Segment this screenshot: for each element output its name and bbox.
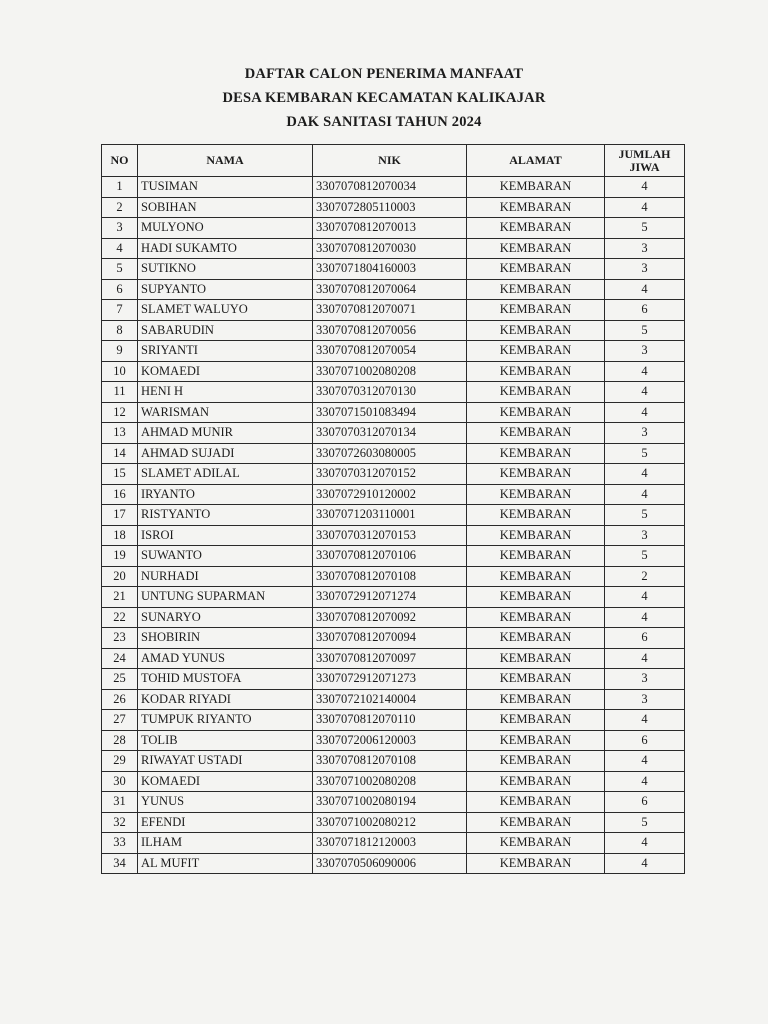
- column-header-no: NO: [102, 145, 138, 177]
- cell-nik: 3307070312070153: [313, 525, 467, 546]
- document-subtitle-village: DESA KEMBARAN KECAMATAN KALIKAJAR: [222, 90, 546, 106]
- cell-no: 24: [102, 648, 138, 669]
- cell-alamat: KEMBARAN: [467, 238, 605, 259]
- cell-alamat: KEMBARAN: [467, 730, 605, 751]
- cell-no: 9: [102, 341, 138, 362]
- cell-nama: SLAMET WALUYO: [138, 300, 313, 321]
- table-row: [102, 177, 685, 198]
- cell-nama: TOHID MUSTOFA: [138, 669, 313, 690]
- cell-nik: 3307072006120003: [313, 730, 467, 751]
- table-row: [102, 648, 685, 669]
- cell-jumlah-jiwa: 4: [605, 587, 685, 608]
- cell-alamat: KEMBARAN: [467, 505, 605, 526]
- cell-jumlah-jiwa: 4: [605, 279, 685, 300]
- cell-no: 15: [102, 464, 138, 485]
- cell-nama: HADI SUKAMTO: [138, 238, 313, 259]
- cell-nama: SOBIHAN: [138, 197, 313, 218]
- document-subtitle-program: DAK SANITASI TAHUN 2024: [286, 114, 482, 130]
- cell-nama: SABARUDIN: [138, 320, 313, 341]
- cell-nama: SUPYANTO: [138, 279, 313, 300]
- cell-no: 26: [102, 689, 138, 710]
- cell-jumlah-jiwa: 4: [605, 751, 685, 772]
- cell-alamat: KEMBARAN: [467, 259, 605, 280]
- cell-nik: 3307072910120002: [313, 484, 467, 505]
- cell-no: 11: [102, 382, 138, 403]
- cell-jumlah-jiwa: 5: [605, 812, 685, 833]
- cell-jumlah-jiwa: 3: [605, 423, 685, 444]
- cell-nama: YUNUS: [138, 792, 313, 813]
- cell-nama: ILHAM: [138, 833, 313, 854]
- cell-alamat: KEMBARAN: [467, 833, 605, 854]
- cell-nik: 3307072102140004: [313, 689, 467, 710]
- cell-nik: 3307071501083494: [313, 402, 467, 423]
- cell-no: 5: [102, 259, 138, 280]
- cell-nama: NURHADI: [138, 566, 313, 587]
- cell-no: 2: [102, 197, 138, 218]
- cell-nik: 3307071002080208: [313, 361, 467, 382]
- table-row: [102, 566, 685, 587]
- table-row: [102, 833, 685, 854]
- table-row: [102, 546, 685, 567]
- cell-nama: TUMPUK RIYANTO: [138, 710, 313, 731]
- cell-no: 22: [102, 607, 138, 628]
- cell-nik: 3307072912071274: [313, 587, 467, 608]
- cell-no: 3: [102, 218, 138, 239]
- cell-alamat: KEMBARAN: [467, 177, 605, 198]
- cell-no: 8: [102, 320, 138, 341]
- cell-jumlah-jiwa: 4: [605, 853, 685, 874]
- table-row: [102, 730, 685, 751]
- cell-jumlah-jiwa: 3: [605, 238, 685, 259]
- cell-alamat: KEMBARAN: [467, 423, 605, 444]
- beneficiary-table: [101, 144, 685, 874]
- cell-jumlah-jiwa: 6: [605, 300, 685, 321]
- cell-nama: AMAD YUNUS: [138, 648, 313, 669]
- cell-nama: SUNARYO: [138, 607, 313, 628]
- cell-alamat: KEMBARAN: [467, 648, 605, 669]
- table-row: [102, 197, 685, 218]
- cell-alamat: KEMBARAN: [467, 197, 605, 218]
- cell-jumlah-jiwa: 4: [605, 648, 685, 669]
- cell-nama: RIWAYAT USTADI: [138, 751, 313, 772]
- cell-no: 18: [102, 525, 138, 546]
- cell-jumlah-jiwa: 3: [605, 669, 685, 690]
- cell-no: 23: [102, 628, 138, 649]
- cell-nama: TOLIB: [138, 730, 313, 751]
- cell-nama: UNTUNG SUPARMAN: [138, 587, 313, 608]
- cell-nik: 3307070812070108: [313, 751, 467, 772]
- cell-nama: SRIYANTI: [138, 341, 313, 362]
- cell-nik: 3307071002080194: [313, 792, 467, 813]
- table-row: [102, 669, 685, 690]
- table-row: [102, 300, 685, 321]
- table-row: [102, 505, 685, 526]
- cell-no: 32: [102, 812, 138, 833]
- cell-jumlah-jiwa: 4: [605, 197, 685, 218]
- cell-jumlah-jiwa: 5: [605, 443, 685, 464]
- cell-no: 27: [102, 710, 138, 731]
- cell-no: 28: [102, 730, 138, 751]
- cell-no: 30: [102, 771, 138, 792]
- cell-no: 10: [102, 361, 138, 382]
- table-row: [102, 361, 685, 382]
- cell-nama: EFENDI: [138, 812, 313, 833]
- cell-alamat: KEMBARAN: [467, 341, 605, 362]
- cell-alamat: KEMBARAN: [467, 361, 605, 382]
- cell-jumlah-jiwa: 4: [605, 464, 685, 485]
- table-row: [102, 279, 685, 300]
- cell-jumlah-jiwa: 4: [605, 361, 685, 382]
- cell-nama: KOMAEDI: [138, 361, 313, 382]
- cell-no: 16: [102, 484, 138, 505]
- table-row: [102, 464, 685, 485]
- cell-alamat: KEMBARAN: [467, 464, 605, 485]
- cell-nama: ISROI: [138, 525, 313, 546]
- cell-jumlah-jiwa: 5: [605, 320, 685, 341]
- cell-jumlah-jiwa: 6: [605, 730, 685, 751]
- cell-nik: 3307071203110001: [313, 505, 467, 526]
- table-row: [102, 484, 685, 505]
- table-row: [102, 628, 685, 649]
- cell-jumlah-jiwa: 4: [605, 382, 685, 403]
- cell-jumlah-jiwa: 4: [605, 484, 685, 505]
- cell-alamat: KEMBARAN: [467, 300, 605, 321]
- cell-nama: AL MUFIT: [138, 853, 313, 874]
- cell-nik: 3307070812070054: [313, 341, 467, 362]
- cell-alamat: KEMBARAN: [467, 607, 605, 628]
- cell-alamat: KEMBARAN: [467, 812, 605, 833]
- cell-jumlah-jiwa: 4: [605, 833, 685, 854]
- cell-nama: IRYANTO: [138, 484, 313, 505]
- cell-no: 21: [102, 587, 138, 608]
- table-row: [102, 423, 685, 444]
- table-row: [102, 853, 685, 874]
- column-header-nama: NAMA: [138, 145, 313, 177]
- cell-jumlah-jiwa: 3: [605, 259, 685, 280]
- cell-nama: WARISMAN: [138, 402, 313, 423]
- table-row: [102, 320, 685, 341]
- table-row: [102, 525, 685, 546]
- cell-alamat: KEMBARAN: [467, 853, 605, 874]
- cell-no: 31: [102, 792, 138, 813]
- table-row: [102, 771, 685, 792]
- cell-nama: RISTYANTO: [138, 505, 313, 526]
- cell-alamat: KEMBARAN: [467, 279, 605, 300]
- cell-jumlah-jiwa: 6: [605, 792, 685, 813]
- cell-nik: 3307070812070106: [313, 546, 467, 567]
- cell-nik: 3307070812070110: [313, 710, 467, 731]
- cell-nik: 3307072603080005: [313, 443, 467, 464]
- cell-alamat: KEMBARAN: [467, 546, 605, 567]
- cell-nama: SHOBIRIN: [138, 628, 313, 649]
- cell-nik: 3307070312070130: [313, 382, 467, 403]
- cell-no: 4: [102, 238, 138, 259]
- cell-no: 14: [102, 443, 138, 464]
- cell-no: 19: [102, 546, 138, 567]
- cell-jumlah-jiwa: 3: [605, 341, 685, 362]
- column-header-jumlah-jiwa: JUMLAH JIWA: [605, 145, 685, 177]
- cell-alamat: KEMBARAN: [467, 628, 605, 649]
- cell-nama: HENI H: [138, 382, 313, 403]
- cell-jumlah-jiwa: 3: [605, 689, 685, 710]
- cell-nik: 3307070812070092: [313, 607, 467, 628]
- cell-alamat: KEMBARAN: [467, 669, 605, 690]
- cell-nik: 3307071812120003: [313, 833, 467, 854]
- column-header-alamat: ALAMAT: [467, 145, 605, 177]
- cell-nik: 3307070812070056: [313, 320, 467, 341]
- table-row: [102, 587, 685, 608]
- cell-nik: 3307070812070030: [313, 238, 467, 259]
- table-row: [102, 382, 685, 403]
- cell-no: 25: [102, 669, 138, 690]
- cell-no: 34: [102, 853, 138, 874]
- cell-nama: AHMAD SUJADI: [138, 443, 313, 464]
- cell-alamat: KEMBARAN: [467, 382, 605, 403]
- table-row: [102, 218, 685, 239]
- cell-alamat: KEMBARAN: [467, 771, 605, 792]
- cell-jumlah-jiwa: 4: [605, 402, 685, 423]
- table-row: [102, 341, 685, 362]
- cell-alamat: KEMBARAN: [467, 320, 605, 341]
- cell-nik: 3307072912071273: [313, 669, 467, 690]
- cell-alamat: KEMBARAN: [467, 689, 605, 710]
- cell-jumlah-jiwa: 4: [605, 771, 685, 792]
- cell-jumlah-jiwa: 2: [605, 566, 685, 587]
- cell-jumlah-jiwa: 4: [605, 177, 685, 198]
- cell-jumlah-jiwa: 5: [605, 505, 685, 526]
- cell-no: 1: [102, 177, 138, 198]
- table-row: [102, 751, 685, 772]
- table-row: [102, 259, 685, 280]
- table-row: [102, 689, 685, 710]
- cell-alamat: KEMBARAN: [467, 484, 605, 505]
- cell-nama: SUTIKNO: [138, 259, 313, 280]
- cell-alamat: KEMBARAN: [467, 525, 605, 546]
- cell-jumlah-jiwa: 5: [605, 546, 685, 567]
- cell-alamat: KEMBARAN: [467, 402, 605, 423]
- cell-no: 33: [102, 833, 138, 854]
- cell-no: 6: [102, 279, 138, 300]
- cell-nik: 3307070812070071: [313, 300, 467, 321]
- cell-nama: KOMAEDI: [138, 771, 313, 792]
- cell-nama: KODAR RIYADI: [138, 689, 313, 710]
- cell-nik: 3307071804160003: [313, 259, 467, 280]
- cell-alamat: KEMBARAN: [467, 792, 605, 813]
- cell-jumlah-jiwa: 3: [605, 525, 685, 546]
- cell-nama: SUWANTO: [138, 546, 313, 567]
- cell-nik: 3307070812070097: [313, 648, 467, 669]
- cell-no: 13: [102, 423, 138, 444]
- cell-alamat: KEMBARAN: [467, 218, 605, 239]
- cell-no: 12: [102, 402, 138, 423]
- cell-alamat: KEMBARAN: [467, 587, 605, 608]
- cell-nik: 3307070812070064: [313, 279, 467, 300]
- cell-nik: 3307070812070094: [313, 628, 467, 649]
- cell-nik: 3307070312070152: [313, 464, 467, 485]
- cell-nik: 3307070812070034: [313, 177, 467, 198]
- table-row: [102, 238, 685, 259]
- table-row: [102, 443, 685, 464]
- table-row: [102, 607, 685, 628]
- table-row: [102, 812, 685, 833]
- cell-alamat: KEMBARAN: [467, 443, 605, 464]
- table-body: [102, 177, 685, 874]
- cell-nik: 3307072805110003: [313, 197, 467, 218]
- table-row: [102, 792, 685, 813]
- cell-alamat: KEMBARAN: [467, 751, 605, 772]
- cell-nik: 3307070812070108: [313, 566, 467, 587]
- cell-jumlah-jiwa: 5: [605, 218, 685, 239]
- cell-nik: 3307070506090006: [313, 853, 467, 874]
- table-row: [102, 710, 685, 731]
- cell-nik: 3307070312070134: [313, 423, 467, 444]
- cell-nik: 3307071002080208: [313, 771, 467, 792]
- document-title: DAFTAR CALON PENERIMA MANFAAT: [244, 66, 524, 82]
- cell-no: 7: [102, 300, 138, 321]
- cell-alamat: KEMBARAN: [467, 566, 605, 587]
- table-row: [102, 402, 685, 423]
- table-header-row: [102, 145, 685, 177]
- cell-no: 20: [102, 566, 138, 587]
- cell-jumlah-jiwa: 6: [605, 628, 685, 649]
- column-header-nik: NIK: [313, 145, 467, 177]
- cell-no: 29: [102, 751, 138, 772]
- cell-jumlah-jiwa: 4: [605, 607, 685, 628]
- table-header: [102, 145, 685, 177]
- cell-nik: 3307070812070013: [313, 218, 467, 239]
- cell-nik: 3307071002080212: [313, 812, 467, 833]
- cell-nama: SLAMET ADILAL: [138, 464, 313, 485]
- cell-alamat: KEMBARAN: [467, 710, 605, 731]
- cell-nama: MULYONO: [138, 218, 313, 239]
- cell-nama: AHMAD MUNIR: [138, 423, 313, 444]
- cell-nama: TUSIMAN: [138, 177, 313, 198]
- cell-no: 17: [102, 505, 138, 526]
- cell-jumlah-jiwa: 4: [605, 710, 685, 731]
